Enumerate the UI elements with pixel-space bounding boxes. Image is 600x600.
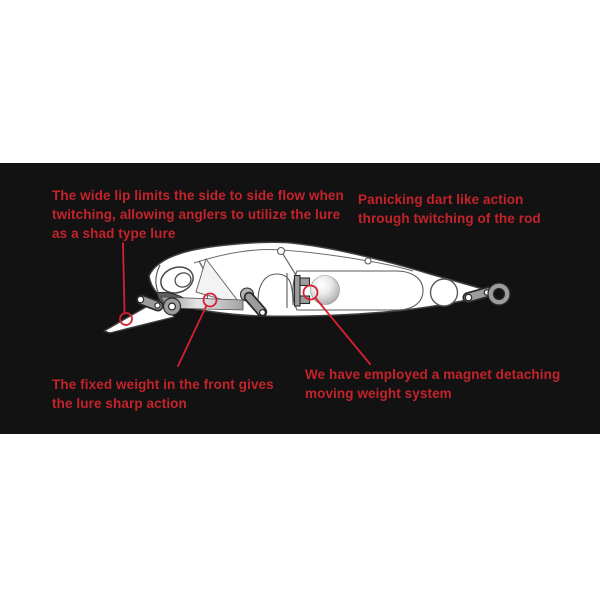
annotation-line: The fixed weight in the front gives xyxy=(52,377,274,392)
annotation-line: Panicking dart like action xyxy=(358,192,524,207)
annotation-wide-lip xyxy=(52,186,344,243)
annotation-line: twitching, allowing anglers to utilize the lure xyxy=(52,207,341,222)
line-tie-eyelet xyxy=(137,296,160,308)
annotation-line: moving weight system xyxy=(305,386,452,401)
annotation-line: the lure sharp action xyxy=(52,396,187,411)
tail-split-ring xyxy=(488,283,510,305)
annotation-dart-action xyxy=(358,190,541,228)
callout-line-fixed-weight xyxy=(178,306,207,367)
annotation-line: as a shad type lure xyxy=(52,226,176,241)
callout-line-lip xyxy=(123,243,125,312)
front-hook-hanger xyxy=(164,298,181,315)
back-dot-front xyxy=(278,248,285,255)
annotation-magnet-system xyxy=(305,365,560,403)
annotation-fixed-weight xyxy=(52,375,274,413)
back-dot-rear xyxy=(365,258,371,264)
annotation-line: through twitching of the rod xyxy=(358,211,541,226)
diagram-panel xyxy=(0,163,600,434)
annotation-line: The wide lip limits the side to side flow when xyxy=(52,188,344,203)
moving-weight-ball xyxy=(311,276,340,305)
annotation-line: We have employed a magnet detaching xyxy=(305,367,561,382)
tail-chamber-circle xyxy=(431,279,458,306)
